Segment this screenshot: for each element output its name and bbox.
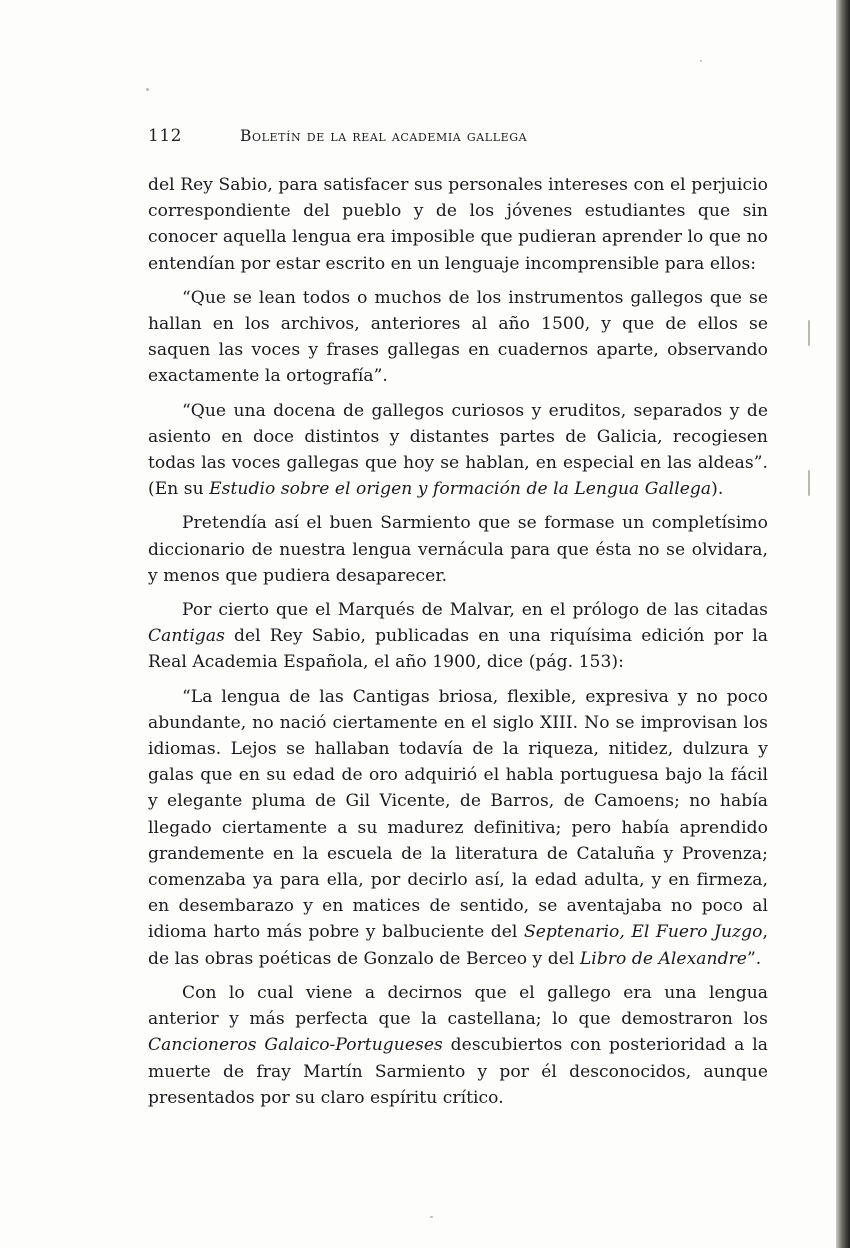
margin-mark — [808, 470, 810, 496]
running-title: boletín de la real academia gallega — [240, 127, 528, 145]
paper-speck — [700, 60, 702, 62]
margin-mark — [808, 320, 810, 346]
page-header — [148, 126, 756, 146]
page-number: 112 — [148, 126, 182, 146]
margin-marks — [808, 0, 814, 1248]
paragraph-5: Por cierto que el Marqués de Malvar, en el prólogo de las citadas Cantigas del Rey Sabio, publicadas en una riquísima edición por la Real Academia Española, el año 1900, dice (pág. 153): — [148, 600, 768, 673]
binding-edge-shadow — [836, 0, 850, 1248]
paragraph-1: del Rey Sabio, para satisfacer sus personales intereses con el perjuicio correspondiente del pueblo y de los jóvenes estudiantes que sin conocer aquella lengua era imposible que pudieran aprender lo que no entendían por estar escrito en un lenguaje incomprensible para ellos: — [148, 175, 768, 274]
paper-speck — [430, 1216, 433, 1218]
paragraph-4: Pretendía así el buen Sarmiento que se formase un completísimo diccionario de nuestra lengua vernácula para que ésta no se olvidara, y menos que pudiera desaparecer. — [148, 513, 768, 586]
paragraph-3: “Que una docena de gallegos curiosos y eruditos, separados y de asiento en doce distintos y distantes partes de Galicia, recogiesen todas las voces gallegas que hoy se hablan, en especial en las aldeas”. (En su Estudio sobre el origen y formación de la Lengua Gallega). — [148, 400, 768, 500]
paragraph-6: “La lengua de las Cantigas briosa, flexible, expresiva y no poco abundante, no nació ciertamente en el siglo XIII. No se improvisan los idiomas. Lejos se hallaban todavía de la riqueza, nitidez, dulzura y galas que en su edad de oro adquirió el habla portuguesa bajo la fácil y elegante pluma de Gil Vicente, de Barros, de Camoens; no había llegado ciertamente a su madurez definitiva; pero había aprendido grandemente en la escuela de la literatura de Cataluña y Provenza; comenzaba ya para ella, por decirlo así, la edad adulta, y en firmeza, en desembarazo y en matices de sentido, se aventajaba no poco al idioma harto más pobre y balbuciente del Septenario, El Fuero Juzgo, de las obras poéticas de Gonzalo de Berceo y del Libro de Alexandre”. — [148, 686, 768, 969]
body-text-column — [148, 172, 768, 1111]
paragraph-2: “Que se lean todos o muchos de los instrumentos gallegos que se hallan en los archivos, anteriores al año 1500, y que de ellos se saquen las voces y frases gallegas en cuadernos aparte, observando exactamente la ortografía”. — [148, 287, 768, 387]
paper-speck — [146, 88, 149, 91]
paragraph-7: Con lo cual viene a decirnos que el gallego era una lengua anterior y más perfecta que la castellana; lo que demostraron los Cancioneros Galaico-Portugueses descubiertos con posterioridad a la muerte de fray Martín Sarmiento y por él desconocidos, aunque presentados por su claro espíritu crítico. — [148, 982, 768, 1108]
